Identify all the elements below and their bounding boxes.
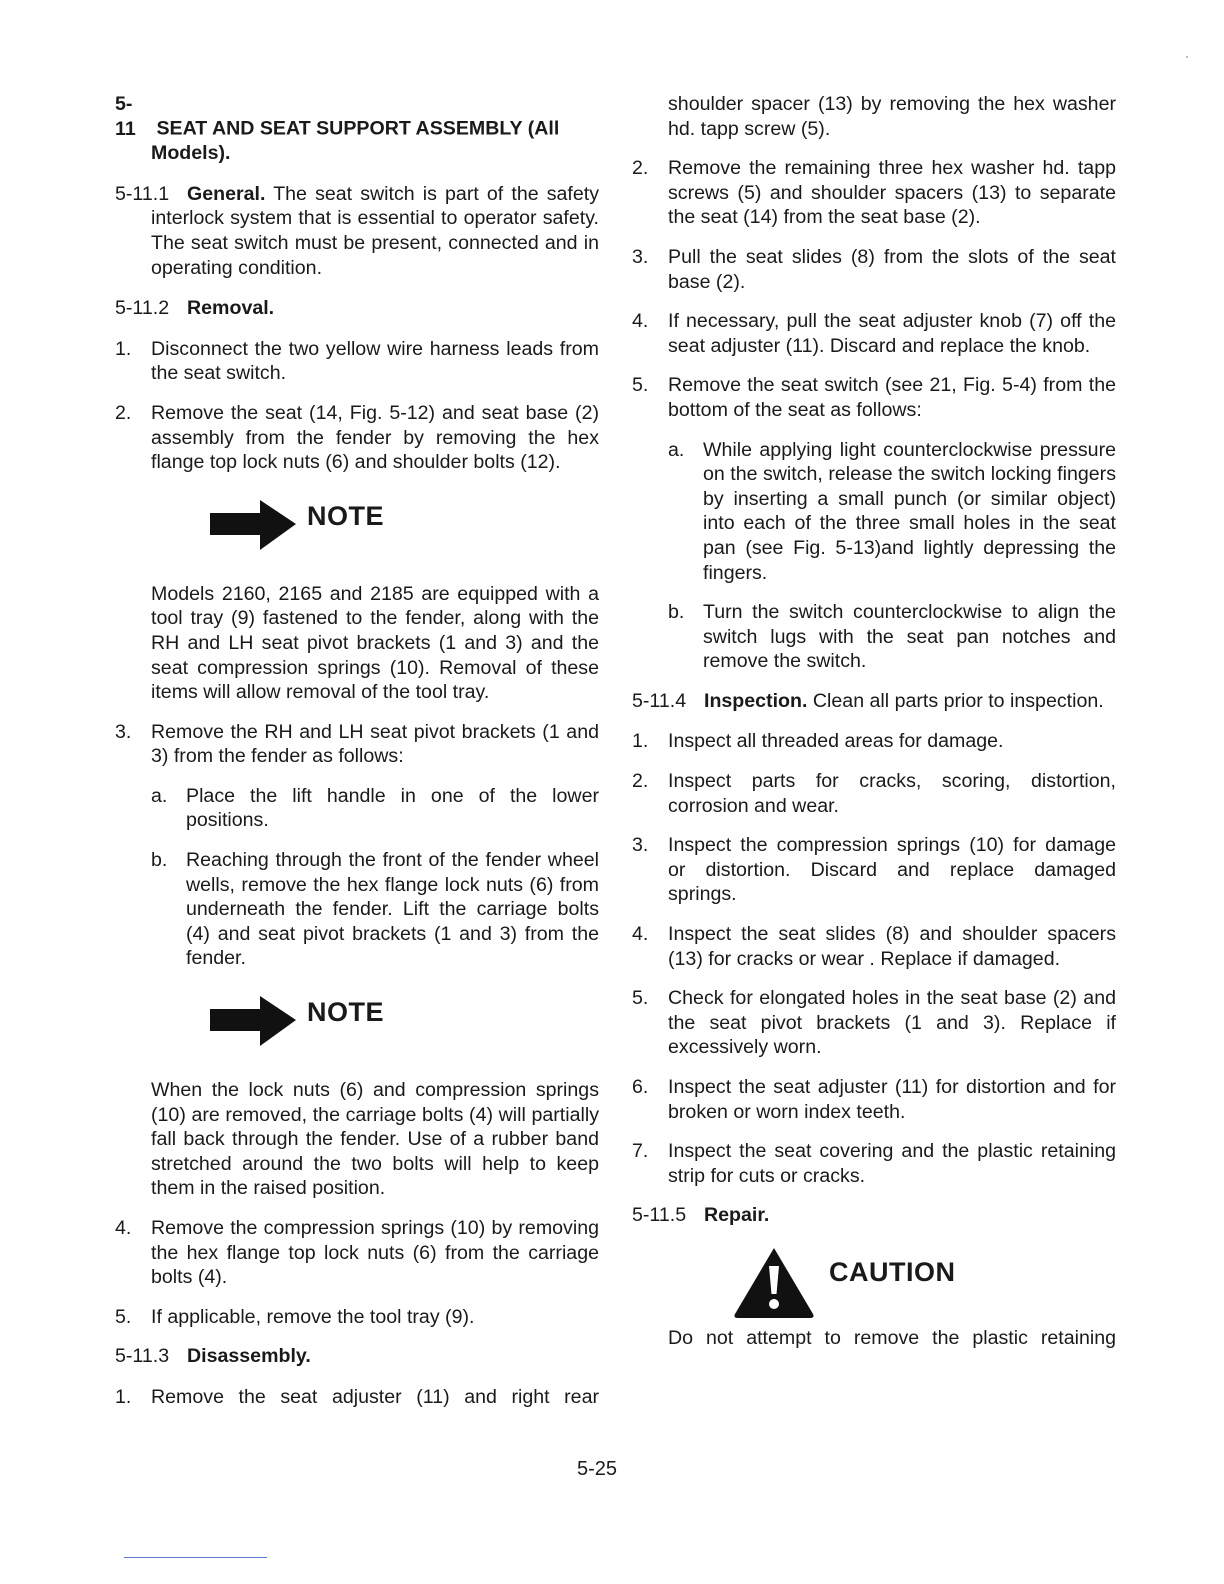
step-text: If necessary, pull the seat adjuster knob (7) off the seat adjuster (11). Discard and replace the knob. (668, 310, 1116, 357)
step-number: 6. (632, 1076, 649, 1098)
step-text: Remove the seat switch (see 21, Fig. 5-4) from the bottom of the seat as follows: (668, 374, 1116, 421)
step-text: If applicable, remove the tool tray (9). (151, 1305, 475, 1328)
list-item (115, 337, 599, 386)
step-number: 4. (632, 923, 649, 946)
step-number: 5. (632, 374, 649, 397)
removal-heading-line (115, 296, 599, 321)
sub-step-letter: a. (668, 438, 685, 461)
sub-step-letter: a. (151, 784, 168, 807)
general-text: The seat switch is part of the safety interlock system that is essential to operator safety. The seat switch must be present, connected and in operating condition. (151, 182, 599, 279)
inspection-paragraph (632, 689, 1116, 714)
step-number: 2. (632, 770, 649, 793)
repair-heading: Repair. (704, 1204, 770, 1227)
inspection-number: 5-11.4 (632, 689, 687, 712)
sub-list-item (632, 438, 1116, 586)
step-text: Remove the remaining three hex washer hd. tapp screws (5) and shoulder spacers (13) to separate the seat (14) from the seat base (2). (668, 157, 1116, 229)
sub-step-text: Turn the switch counterclockwise to align the switch lugs with the seat pan notches and remove the switch. (703, 601, 1116, 673)
repair-number: 5-11.5 (632, 1204, 687, 1227)
step-text: Inspect the compression springs (10) for damage or distortion. Discard and replace damaged springs. (668, 834, 1116, 906)
step-number: 4. (632, 310, 649, 333)
disassembly-heading: Disassembly. (187, 1345, 311, 1368)
step-number: 2. (115, 401, 132, 424)
list-item (115, 1385, 599, 1410)
note-callout (115, 490, 599, 582)
right-column (632, 92, 1116, 1366)
list-item (115, 720, 599, 769)
list-item (632, 769, 1116, 818)
step-text: Pull the seat slides (8) from the slots of the seat base (2). (668, 245, 1116, 293)
step-text: Inspect the seat adjuster (11) for distortion and for broken or worn index teeth. (668, 1076, 1116, 1123)
list-item (632, 373, 1116, 422)
list-item (632, 729, 1116, 754)
list-item (115, 1216, 599, 1290)
step-text: Inspect all threaded areas for damage. (668, 730, 1004, 753)
list-item (632, 1139, 1116, 1188)
step-text: Remove the compression springs (10) by removing the hex flange top lock nuts (6) from the carriage bolts (4). (151, 1217, 599, 1289)
removal-number: 5-11.2 (115, 297, 170, 320)
step-continuation: shoulder spacer (13) by removing the hex washer hd. tapp screw (5). (668, 93, 1116, 140)
scan-speck (1186, 56, 1188, 58)
step-text: Check for elongated holes in the seat base (2) and the seat pivot brackets (1 and 3). Replace if excessively worn. (668, 987, 1116, 1059)
sub-list-item (115, 784, 599, 833)
page-number: 5-25 (576, 1458, 618, 1480)
caution-label: CAUTION (829, 1256, 956, 1287)
step-number: 1. (115, 337, 132, 360)
inspection-intro: Clean all parts prior to inspection. (812, 689, 1104, 712)
sub-step-text: Place the lift handle in one of the lower positions. (186, 784, 599, 832)
inspection-heading: Inspection. (704, 689, 808, 712)
sub-list-item (115, 848, 599, 971)
step-text: Disconnect the two yellow wire harness leads from the seat switch. (151, 337, 599, 385)
caution-text: Do not attempt to remove the plastic retaining (668, 1326, 1116, 1349)
arrow-icon (210, 994, 300, 1048)
general-number: 5-11.1 (115, 182, 170, 205)
step-number: 3. (115, 720, 132, 743)
step-number: 5. (115, 1305, 132, 1328)
list-item (632, 309, 1116, 358)
arrow-icon (210, 498, 300, 552)
general-paragraph (115, 182, 599, 280)
step-number: 1. (115, 1385, 132, 1408)
repair-heading-line (632, 1203, 1116, 1228)
step-text: Inspect the seat covering and the plastic retaining strip for cuts or cracks. (668, 1140, 1116, 1187)
sub-step-text: Reaching through the front of the fender wheel wells, remove the hex flange lock nuts (6) from underneath the fender. Lift the carriage bolts (4) and seat pivot brackets (1 and 3) from the fender. (186, 849, 599, 970)
note-callout (115, 986, 599, 1078)
caution-callout (632, 1244, 1116, 1326)
step-text: Inspect parts for cracks, scoring, distortion, corrosion and wear. (668, 770, 1116, 817)
note-text: Models 2160, 2165 and 2185 are equipped with a tool tray (9) fastened to the fender, along with the RH and LH seat pivot brackets (1 and 3) and the seat compression springs (10). Removal of these items will allow removal of the tool tray. (151, 582, 599, 704)
warning-icon (731, 1244, 817, 1320)
step-number: 3. (632, 245, 649, 268)
step-text: Inspect the seat slides (8) and shoulder spacers (13) for cracks or wear . Replace if damaged. (668, 923, 1116, 970)
note-label: NOTE (307, 500, 385, 531)
section-title (115, 92, 599, 166)
list-item (632, 986, 1116, 1060)
general-heading: General. (187, 182, 266, 205)
list-item (115, 1305, 599, 1330)
left-column (115, 92, 599, 1425)
removal-heading: Removal. (187, 297, 275, 320)
list-item (632, 833, 1116, 907)
sub-list-item (632, 600, 1116, 674)
list-item (632, 245, 1116, 294)
disassembly-heading-line (115, 1344, 599, 1369)
step-text: Remove the RH and LH seat pivot brackets (1 and 3) from the fender as follows: (151, 720, 599, 768)
step-number: 4. (115, 1217, 132, 1239)
sub-step-text: While applying light counterclockwise pressure on the switch, release the switch locking fingers by inserting a small punch (or similar object) into each of the three small holes in the seat pan (see Fig. 5-13)and lightly depressing the fingers. (703, 438, 1116, 584)
step-number: 7. (632, 1140, 649, 1163)
sub-step-letter: b. (151, 849, 168, 872)
section-number: 5-11 (115, 93, 136, 140)
step-number: 5. (632, 987, 649, 1010)
step-number: 2. (632, 157, 649, 180)
step-number: 3. (632, 834, 649, 857)
step-text: Remove the seat adjuster (11) and right rear (151, 1385, 599, 1408)
step-text: Remove the seat (14, Fig. 5-12) and seat base (2) assembly from the fender by removing the hex flange top lock nuts (6) and shoulder bolts (12). (151, 401, 599, 474)
footer-rule (124, 1557, 267, 1558)
list-item (632, 922, 1116, 971)
note-text: When the lock nuts (6) and compression springs (10) are removed, the carriage bolts (4) will partially fall back through the fender. Use of a rubber band stretched around the two bolts will help to keep them in the raised position. (151, 1079, 599, 1200)
list-item (115, 401, 599, 475)
disassembly-number: 5-11.3 (115, 1345, 170, 1368)
step-number: 1. (632, 730, 649, 753)
list-item (632, 156, 1116, 230)
sub-step-letter: b. (668, 601, 685, 624)
list-item (632, 1075, 1116, 1124)
section-title-text: SEAT AND SEAT SUPPORT ASSEMBLY (All Models). (151, 117, 560, 165)
note-label: NOTE (307, 997, 385, 1028)
